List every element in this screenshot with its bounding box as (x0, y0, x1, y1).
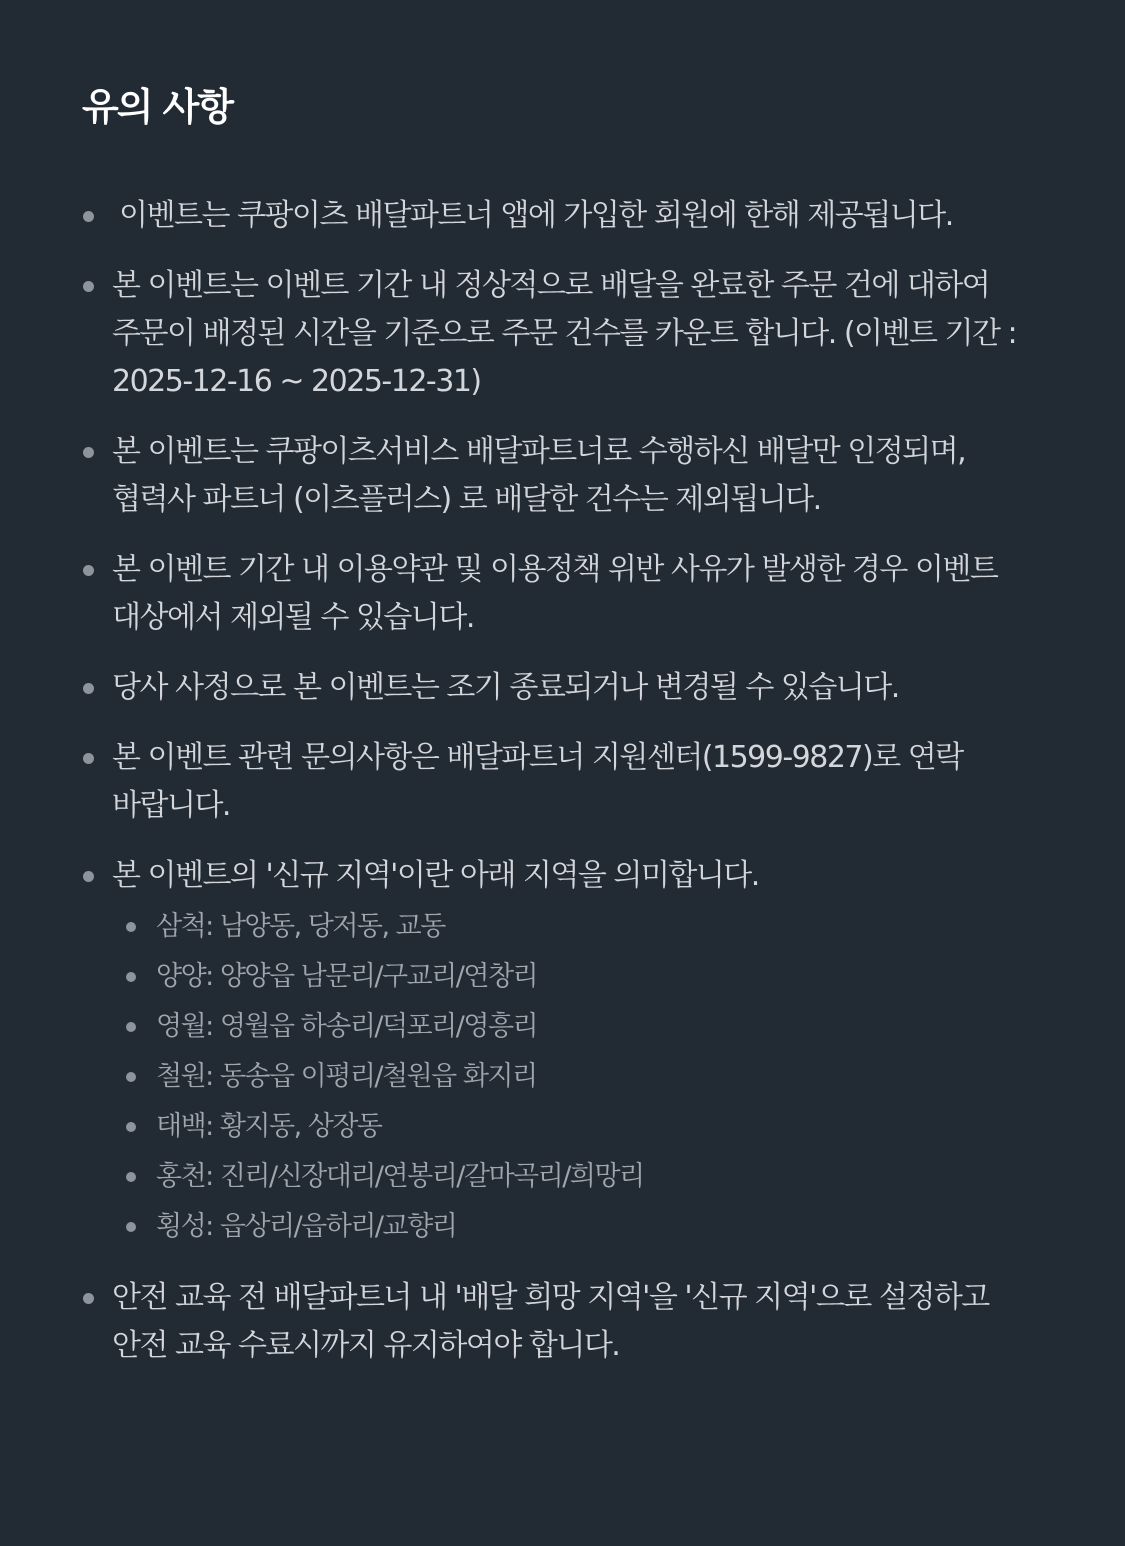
page-title: 유의 사항 (82, 85, 233, 129)
region-item-hongcheon: 홍천: 진리/신장대리/연봉리/갈마곡리/희망리 (142, 1152, 1035, 1202)
notice-item-membership (82, 192, 1035, 240)
notice-item-new-regions (82, 852, 1035, 1252)
notice-text: 이벤트는 쿠팡이츠 배달파트너 앱에 가입한 회원에 한해 제공됩니다. (119, 198, 953, 233)
region-item-yangyang: 양양: 양양읍 남문리/구교리/연창리 (142, 952, 1035, 1002)
notice-text: 본 이벤트의 '신규 지역'이란 아래 지역을 의미합니다. (112, 858, 759, 893)
notice-item-policy-violation: 본 이벤트 기간 내 이용약관 및 이용정책 위반 사유가 발생한 경우 이벤트 대상에서 제외될 수 있습니다. (82, 546, 1035, 642)
region-item-hoengseong: 횡성: 읍상리/읍하리/교향리 (142, 1202, 1035, 1252)
notice-item-delivery-area-setting: 안전 교육 전 배달파트너 내 '배달 희망 지역'을 '신규 지역'으로 설정하고 안전 교육 수료시까지 유지하여야 합니다. (82, 1274, 1035, 1370)
region-list (112, 902, 1035, 1252)
region-item-cheorwon: 철원: 동송읍 이평리/철원읍 화지리 (142, 1052, 1035, 1102)
region-item-yeongwol: 영월: 영월읍 하송리/덕포리/영흥리 (142, 1002, 1035, 1052)
region-item-taebaek: 태백: 황지동, 상장동 (142, 1102, 1035, 1152)
notice-item-contact: 본 이벤트 관련 문의사항은 배달파트너 지원센터(1599-9827)로 연락 바랍니다. (82, 734, 1035, 830)
notice-item-counting: 본 이벤트는 이벤트 기간 내 정상적으로 배달을 완료한 주문 건에 대하여 주문이 배정된 시간을 기준으로 주문 건수를 카운트 합니다. (이벤트 기간 : 2025-12-16 ~ 2025-12-31) (82, 262, 1035, 406)
notice-item-eligible-delivery: 본 이벤트는 쿠팡이츠서비스 배달파트너로 수행하신 배달만 인정되며, 협력사 파트너 (이츠플러스) 로 배달한 건수는 제외됩니다. (82, 428, 1035, 524)
region-item-samcheok: 삼척: 남양동, 당저동, 교동 (142, 902, 1035, 952)
notice-list (82, 192, 1035, 1370)
notice-item-early-termination: 당사 사정으로 본 이벤트는 조기 종료되거나 변경될 수 있습니다. (82, 664, 1035, 712)
